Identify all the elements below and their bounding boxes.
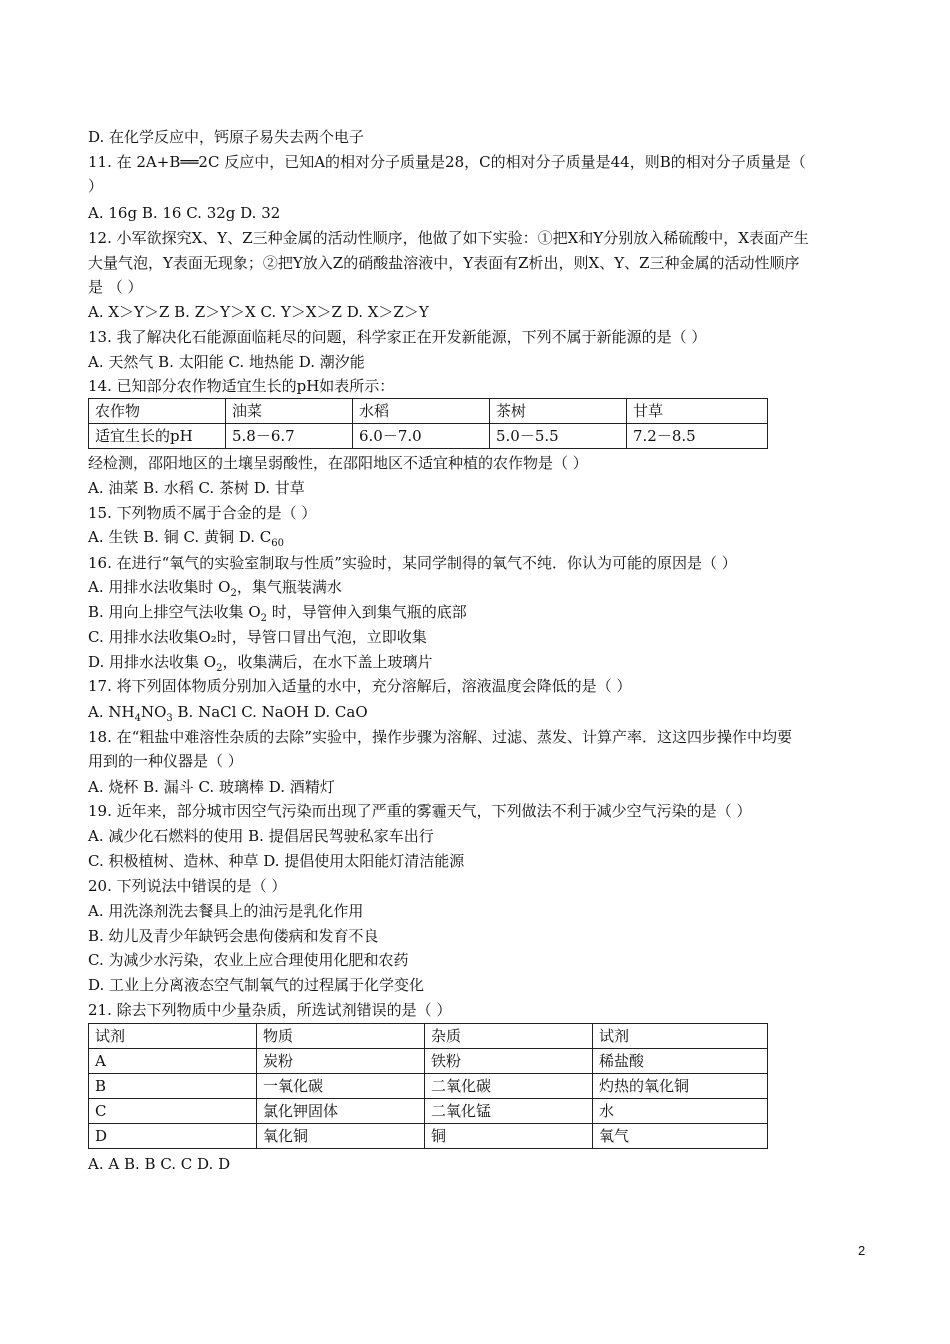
table-cell: 稀盐酸	[593, 1049, 768, 1074]
q15-stem: 15. 下列物质不属于合金的是（ ）	[88, 504, 317, 522]
q14-stem: 14. 已知部分农作物适宜生长的pH如表所示：	[88, 377, 395, 395]
table-row	[89, 424, 768, 449]
table-cell: 适宜生长的pH	[89, 424, 226, 449]
q21-options: A. A B. B C. C D. D	[88, 1155, 231, 1173]
table-cell: 茶树	[490, 399, 627, 424]
table-cell: C	[89, 1099, 257, 1124]
page-number: 2	[858, 1243, 866, 1258]
table-cell: 6.0－7.0	[353, 424, 490, 449]
q15-options: A. 生铁 B. 铜 C. 黄铜 D. $C_{60}$	[88, 528, 284, 549]
table-cell: 炭粉	[257, 1049, 425, 1074]
table-cell: 灼热的氧化铜	[593, 1074, 768, 1099]
table-cell: 试剂	[89, 1024, 257, 1049]
table-cell: 氧化铜	[257, 1124, 425, 1149]
q20-option-a: A. 用洗涤剂洗去餐具上的油污是乳化作用	[88, 902, 364, 920]
q18-options: A. 烧杯 B. 漏斗 C. 玻璃棒 D. 酒精灯	[88, 778, 335, 796]
q14-options: A. 油菜 B. 水稻 C. 茶树 D. 甘草	[88, 479, 305, 497]
q17-stem: 17. 将下列固体物质分别加入适量的水中，充分溶解后，溶液温度会降低的是（ ）	[88, 677, 632, 695]
table-row	[89, 1024, 768, 1049]
q20-option-d: D. 工业上分离液态空气制氧气的过程属于化学变化	[88, 976, 425, 994]
q11-stem: 11. 在 2A+B══2C 反应中，已知A的相对分子质量是28，C的相对分子质量是44，则B的相对分子质量是（	[88, 153, 806, 171]
q19-options-cd: C. 积极植树、造林、种草 D. 提倡使用太阳能灯清洁能源	[88, 852, 465, 870]
table-row	[89, 1124, 768, 1149]
q13-options: A. 天然气 B. 太阳能 C. 地热能 D. 潮汐能	[88, 353, 365, 371]
reagent-table	[88, 1023, 768, 1149]
q17-options: A. $NH_4NO_3$ B. NaCl C. NaOH D. CaO	[88, 703, 368, 724]
q12-stem-2: 大量气泡，Y表面无现象；②把Y放入Z的硝酸盐溶液中，Y表面有Z析出，则X、Y、Z三种金属的活动性顺序	[88, 254, 800, 272]
q20-option-b: B. 幼儿及青少年缺钙会患佝偻病和发育不良	[88, 927, 379, 945]
table-cell: 二氧化锰	[425, 1099, 593, 1124]
table-row	[89, 1049, 768, 1074]
q12-options: A. X＞Y＞Z B. Z＞Y＞X C. Y＞X＞Z D. X＞Z＞Y	[88, 303, 429, 321]
table-cell: 杂质	[425, 1024, 593, 1049]
q12-stem-3: 是 （ ）	[88, 278, 143, 296]
table-cell: 农作物	[89, 399, 226, 424]
q20-stem: 20. 下列说法中错误的是（ ）	[88, 877, 287, 895]
q12-stem-1: 12. 小军欲探究X、Y、Z三种金属的活动性顺序，他做了如下实验：①把X和Y分别放入稀硫酸中，X表面产生	[88, 229, 809, 247]
q18-stem-2: 用到的一种仪器是（ ）	[88, 752, 243, 770]
q16-option-b: B. 用向上排空气法收集 $O_2$ 时，导管伸入到集气瓶的底部	[88, 603, 467, 624]
table-cell: A	[89, 1049, 257, 1074]
q16-stem: 16. 在进行“氧气的实验室制取与性质”实验时，某同学制得的氧气不纯．你认为可能的原因是（ ）	[88, 554, 737, 572]
q16-option-c: C. 用排水法收集O₂时，导管口冒出气泡，立即收集	[88, 628, 427, 646]
q16-option-a: A. 用排水法收集时 $O_2$，集气瓶装满水	[88, 578, 342, 599]
table-cell: D	[89, 1124, 257, 1149]
table-cell: 氧气	[593, 1124, 768, 1149]
table-row	[89, 399, 768, 424]
table-cell: 7.2－8.5	[627, 424, 768, 449]
table-cell: 水稻	[353, 399, 490, 424]
q14-stem-2: 经检测，邵阳地区的土壤呈弱酸性，在邵阳地区不适宜种植的农作物是（ ）	[88, 454, 588, 472]
table-cell: 5.8－6.7	[226, 424, 353, 449]
table-cell: 物质	[257, 1024, 425, 1049]
table-cell: 5.0－5.5	[490, 424, 627, 449]
q21-stem: 21. 除去下列物质中少量杂质，所选试剂错误的是（ ）	[88, 1001, 452, 1019]
q18-stem-1: 18. 在“粗盐中难溶性杂质的去除”实验中，操作步骤为溶解、过滤、蒸发、计算产率．这这四步操作中均要	[88, 728, 792, 746]
table-cell: 试剂	[593, 1024, 768, 1049]
q11-paren: ）	[88, 177, 104, 195]
table-row	[89, 1074, 768, 1099]
table-cell: 二氧化碳	[425, 1074, 593, 1099]
q13-stem: 13. 我了解决化石能源面临耗尽的问题，科学家正在开发新能源，下列不属于新能源的是（ ）	[88, 328, 707, 346]
table-cell: 铜	[425, 1124, 593, 1149]
table-cell: 一氧化碳	[257, 1074, 425, 1099]
table-row	[89, 1099, 768, 1124]
table-cell: 甘草	[627, 399, 768, 424]
table-cell: 铁粉	[425, 1049, 593, 1074]
q16-option-d: D. 用排水法收集 $O_2$，收集满后，在水下盖上玻璃片	[88, 653, 433, 674]
ph-table	[88, 398, 768, 449]
table-cell: B	[89, 1074, 257, 1099]
q20-option-c: C. 为减少水污染，农业上应合理使用化肥和农药	[88, 951, 409, 969]
q19-stem: 19. 近年来，部分城市因空气污染而出现了严重的雾霾天气，下列做法不利于减少空气污染的是（ ）	[88, 802, 752, 820]
table-cell: 水	[593, 1099, 768, 1124]
q10-option-d: D. 在化学反应中，钙原子易失去两个电子	[88, 128, 365, 146]
table-cell: 油菜	[226, 399, 353, 424]
q19-options-ab: A. 减少化石燃料的使用 B. 提倡居民驾驶私家车出行	[88, 827, 434, 845]
q11-options: A. 16g B. 16 C. 32g D. 32	[88, 204, 281, 222]
table-cell: 氯化钾固体	[257, 1099, 425, 1124]
